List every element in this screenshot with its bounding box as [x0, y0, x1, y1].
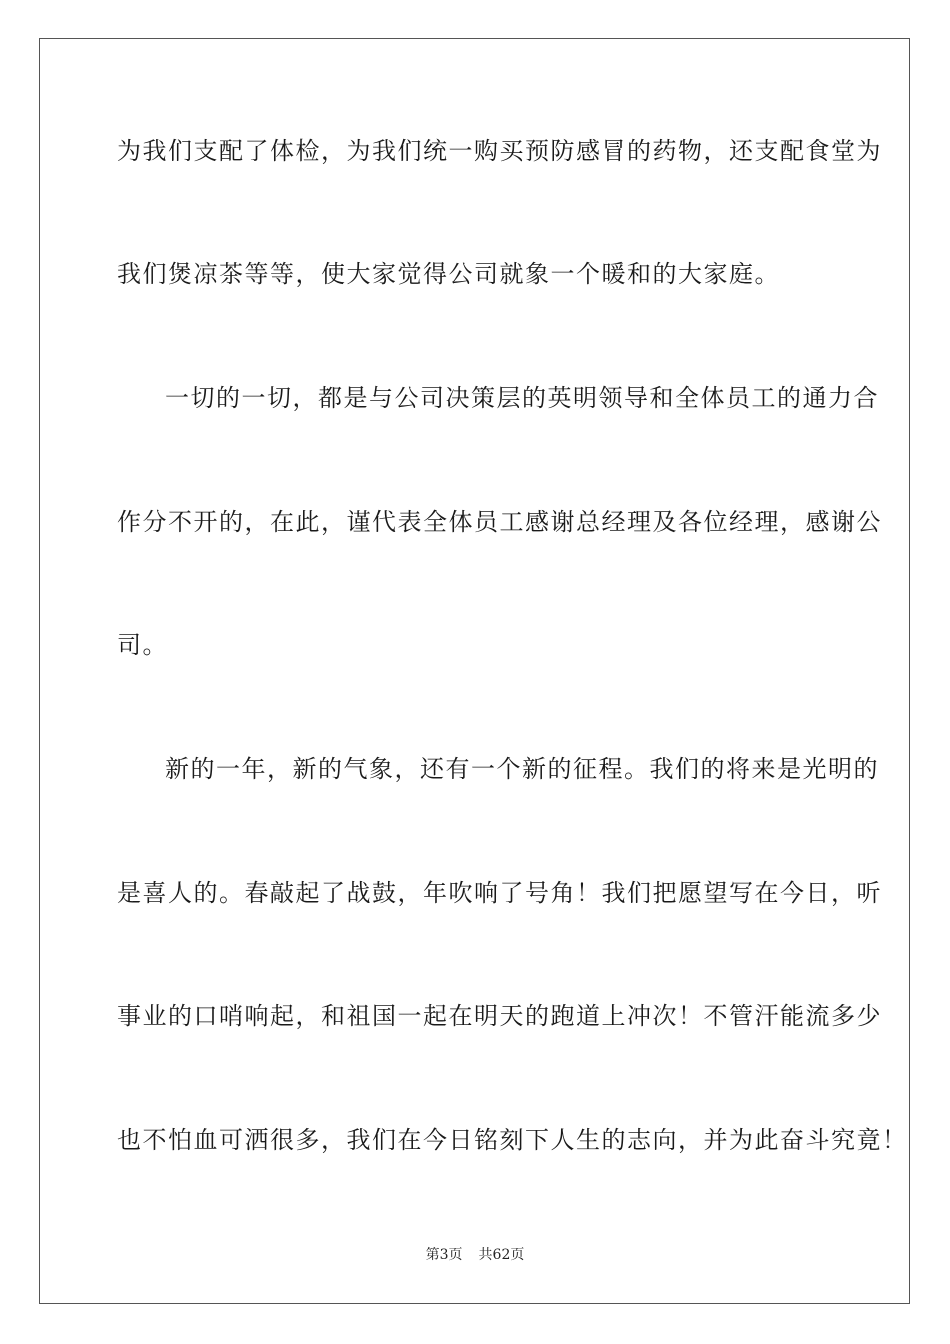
- page-number-total: 共62页: [478, 1247, 525, 1263]
- paragraph-line-9: 也不怕血可洒很多，我们在今日铭刻下人生的志向，并为此奋斗究竟！: [117, 1126, 908, 1154]
- paragraph-line-1: 为我们支配了体检，为我们统一购买预防感冒的药物，还支配食堂为: [117, 137, 882, 165]
- paragraph-line-5: 司。: [117, 631, 168, 659]
- paragraph-line-4: 作分不开的，在此，谨代表全体员工感谢总经理及各位经理，感谢公: [117, 508, 882, 536]
- paragraph-line-6: 新的一年，新的气象，还有一个新的征程。我们的将来是光明的: [165, 755, 879, 783]
- paragraph-line-2: 我们煲凉茶等等，使大家觉得公司就象一个暖和的大家庭。: [117, 260, 780, 288]
- page-footer: [0, 1246, 950, 1264]
- page-number-current: 第3页: [425, 1247, 463, 1263]
- page-border: [39, 38, 910, 1304]
- paragraph-line-7: 是喜人的。春敲起了战鼓，年吹响了号角！我们把愿望写在今日，听: [117, 879, 882, 907]
- paragraph-line-8: 事业的口哨响起，和祖国一起在明天的跑道上冲次！不管汗能流多少: [117, 1002, 882, 1030]
- paragraph-line-3: 一切的一切，都是与公司决策层的英明领导和全体员工的通力合: [165, 384, 879, 412]
